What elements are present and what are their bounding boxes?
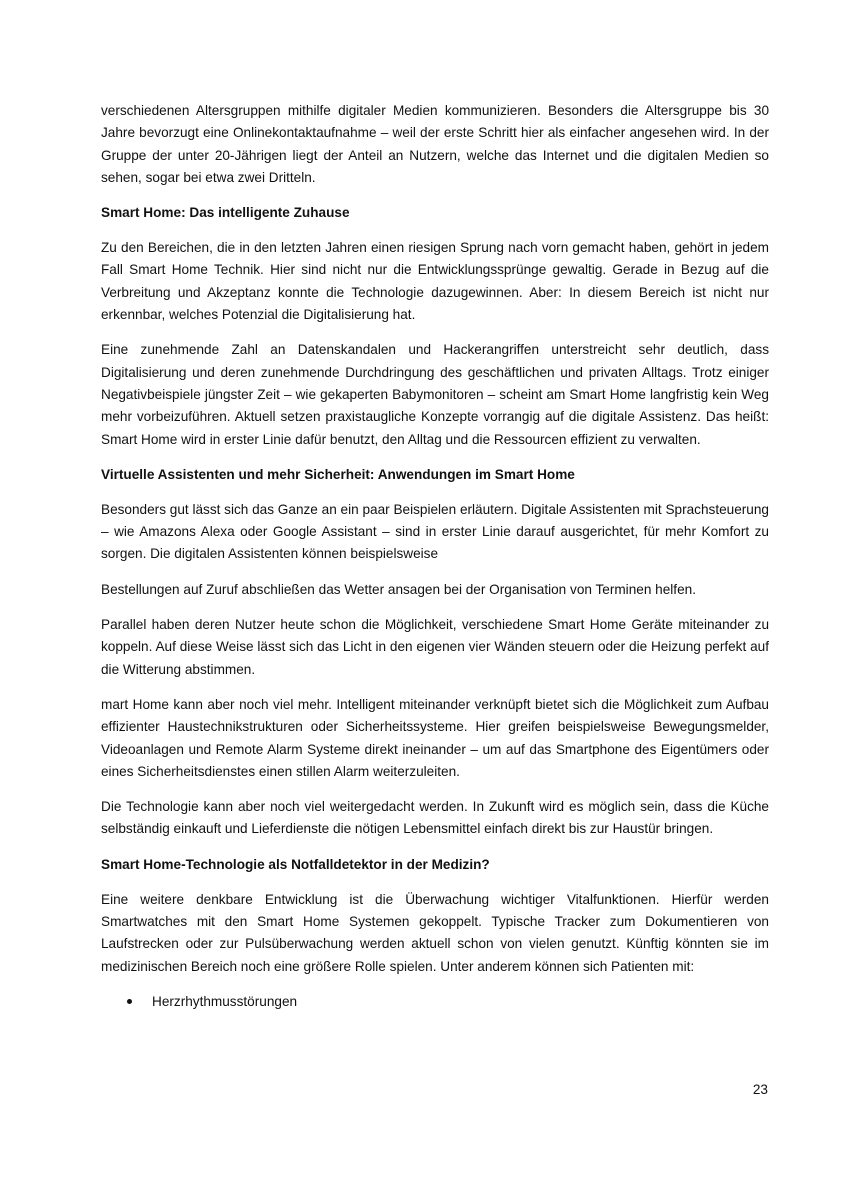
- heading-virtual-assistants: Virtuelle Assistenten und mehr Sicherheit: Anwendungen im Smart Home: [101, 466, 575, 482]
- bullet-dot-icon: [127, 999, 132, 1004]
- page-number: 23: [752, 1082, 768, 1097]
- paragraph-future-technology: Die Technologie kann aber noch viel weitergedacht werden. In Zukunft wird es möglich sein, dass die Küche selbständig einkauft und Lieferdienste die nötigen Lebensmittel einfach direkt bis zur Haustür bringen.: [101, 799, 769, 837]
- paragraph-assistant-examples: Besonders gut lässt sich das Ganze an ein paar Beispielen erläutern. Digitale Assistenten mit Sprachsteuerung – wie Amazons Alexa oder Google Assistant – sind in erster Linie darauf ausgerichtet, für mehr Komfort zu sorgen. Die digitalen Assistenten können beispielsweise: [101, 501, 769, 562]
- paragraph-security-systems: mart Home kann aber noch viel mehr. Intelligent miteinander verknüpft bietet sich die Möglichkeit zum Aufbau effizienter Haustechnikstrukturen oder Sicherheitssysteme. Hier greifen beispielsweise Bewegungsmelder, Videoanlagen und Remote Alarm Systeme direkt ineinander – um auf das Smartphone des Eigentümers oder eines Sicherheitsdienstes einen stillen Alarm weiterzuleiten.: [101, 696, 769, 779]
- list-item: [101, 991, 769, 1013]
- list-item-text: Herzrhythmusstörungen: [152, 993, 298, 1009]
- document-page: [101, 100, 769, 1013]
- paragraph-device-coupling: Parallel haben deren Nutzer heute schon die Möglichkeit, verschiedene Smart Home Geräte miteinander zu koppeln. Auf diese Weise lässt sich das Licht in den eigenen vier Wänden steuern oder die Heizung perfekt auf die Witterung abstimmen.: [101, 617, 769, 677]
- heading-smart-home: Smart Home: Das intelligente Zuhause: [101, 205, 350, 221]
- paragraph-data-scandals: Eine zunehmende Zahl an Datenskandalen und Hackerangriffen unterstreicht sehr deutlich, dass Digitalisierung und deren zunehmende Durchdringung des geschäftlichen und privaten Alltags. Trotz einiger Negativbeispiele jüngster Zeit – wie gekaperten Babymonitoren – scheint am Smart Home langfristig kein Weg mehr vorbeizuführen. Aktuell setzen praxistaugliche Konzepte vorrangig auf die digitale Assistenz. Das heißt: Smart Home wird in erster Linie dafür benutzt, den Alltag und die Ressourcen effizient zu verwalten.: [101, 342, 769, 447]
- heading-medical-detector: Smart Home-Technologie als Notfalldetektor in der Medizin?: [101, 856, 490, 872]
- paragraph-vital-monitoring: Eine weitere denkbare Entwicklung ist die Überwachung wichtiger Vitalfunktionen. Hierfür werden Smartwatches mit den Smart Home Systemen gekoppelt. Typische Tracker zum Dokumentieren von Laufstrecken oder zur Pulsüberwachung werden aktuell schon von vielen genutzt. Künftig könnten sie im medizinischen Bereich noch eine größere Rolle spielen. Unter anderem können sich Patienten mit:: [101, 891, 769, 974]
- paragraph-smart-home-intro: Zu den Bereichen, die in den letzten Jahren einen riesigen Sprung nach vorn gemacht haben, gehört in jedem Fall Smart Home Technik. Hier sind nicht nur die Entwicklungssprünge gewaltig. Gerade in Bezug auf die Verbreitung und Akzeptanz konnte die Technologie dazugewinnen. Aber: In diesem Bereich ist nicht nur erkennbar, welches Potenzial die Digitalisierung hat.: [101, 240, 769, 323]
- paragraph-assistant-tasks: Bestellungen auf Zuruf abschließen das Wetter ansagen bei der Organisation von Terminen helfen.: [101, 581, 696, 597]
- bullet-list: [101, 991, 769, 1013]
- paragraph-media-communication: verschiedenen Altersgruppen mithilfe digitaler Medien kommunizieren. Besonders die Altersgruppe bis 30 Jahre bevorzugt eine Onlinekontaktaufnahme – weil der erste Schritt hier als einfacher angesehen wird. In der Gruppe der unter 20-Jährigen liegt der Anteil an Nutzern, welche das Internet und die digitalen Medien so sehen, sogar bei etwa zwei Dritteln.: [101, 103, 769, 185]
